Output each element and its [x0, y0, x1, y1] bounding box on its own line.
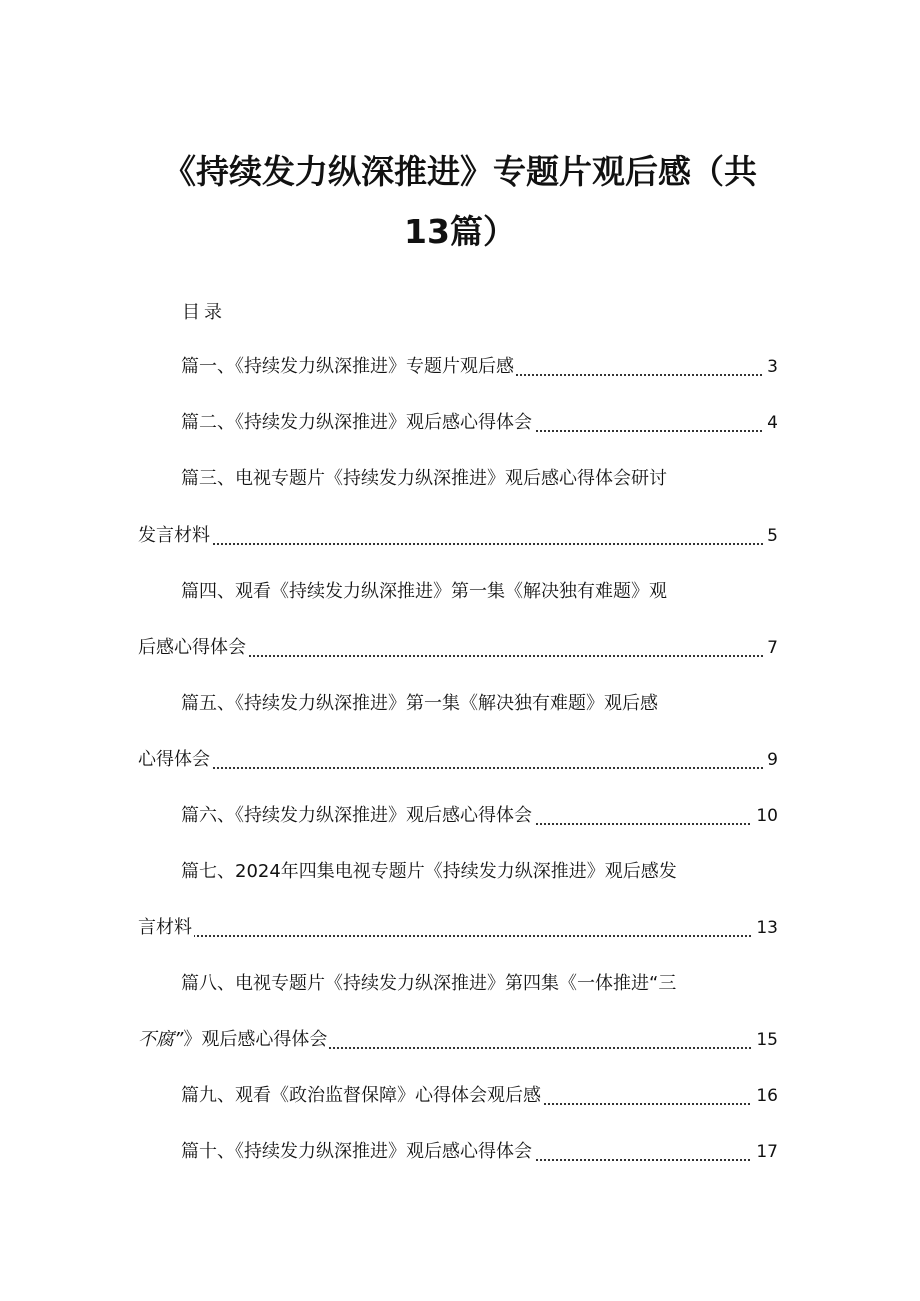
- toc-entry-label: 篇八、电视专题片《持续发力纵深推进》第四集《一体推进“三: [181, 969, 678, 999]
- toc-entry-label-continued: 心得体会: [138, 745, 212, 775]
- toc-entry-label-continued: 言材料: [138, 913, 194, 943]
- toc-entry-1[interactable]: [181, 352, 778, 382]
- document-title-line-1: 《持续发力纵深推进》专题片观后感（共: [163, 152, 757, 191]
- toc-entry-label: 篇六、《持续发力纵深推进》观后感心得体会: [181, 801, 534, 831]
- document-title-line-2: 13篇）: [404, 212, 516, 251]
- toc-entry-page: 16: [752, 1081, 778, 1111]
- toc-entry-4-line-1[interactable]: [181, 577, 778, 607]
- toc-entry-8-line-2[interactable]: [138, 1025, 778, 1055]
- toc-entry-page: 13: [752, 913, 778, 943]
- toc-entry-page: 17: [752, 1137, 778, 1167]
- toc-entry-label: 篇四、观看《持续发力纵深推进》第一集《解决独有难题》观: [181, 577, 669, 607]
- toc-entry-5-line-2[interactable]: [138, 745, 778, 775]
- toc-entry-4-line-2[interactable]: [138, 633, 778, 663]
- toc-entry-page: 10: [752, 801, 778, 831]
- toc-entry-page: 9: [763, 745, 778, 775]
- toc-entry-9[interactable]: [181, 1081, 778, 1111]
- toc-heading: 目录: [182, 302, 226, 323]
- toc-entry-label: 篇七、2024年四集电视专题片《持续发力纵深推进》观后感发: [181, 857, 679, 887]
- toc-entry-page: 4: [763, 408, 778, 438]
- toc-entry-label-tail: 》观后感心得体会: [183, 1029, 328, 1050]
- toc-entry-7-line-1[interactable]: [181, 857, 778, 887]
- toc-entry-page: 5: [763, 521, 778, 551]
- toc-entry-page: 3: [763, 352, 778, 382]
- toc-entry-6[interactable]: [181, 801, 778, 831]
- toc-entry-7-line-2[interactable]: [138, 913, 778, 943]
- toc-entry-label-continued: 后感心得体会: [138, 633, 248, 663]
- toc-entry-label: 篇九、观看《政治监督保障》心得体会观后感: [181, 1081, 543, 1111]
- toc-entry-label: 篇五、《持续发力纵深推进》第一集《解决独有难题》观后感: [181, 689, 660, 719]
- toc-entry-label: 篇三、电视专题片《持续发力纵深推进》观后感心得体会研讨: [181, 464, 669, 494]
- toc-entry-label: 篇十、《持续发力纵深推进》观后感心得体会: [181, 1137, 534, 1167]
- toc-entry-2[interactable]: [181, 408, 778, 438]
- toc-entry-5-line-1[interactable]: [181, 689, 778, 719]
- toc-entry-label: 篇一、《持续发力纵深推进》专题片观后感: [181, 352, 516, 382]
- toc-entry-label-continued: 发言材料: [138, 521, 212, 551]
- toc-entry-3-line-2[interactable]: [138, 521, 778, 551]
- toc-entry-10[interactable]: [181, 1137, 778, 1167]
- toc-entry-label: 篇二、《持续发力纵深推进》观后感心得体会: [181, 408, 534, 438]
- toc-entry-italic-text: 不腐”: [138, 1029, 184, 1050]
- toc-entry-page: 15: [752, 1025, 778, 1055]
- toc-entry-label-continued: [138, 1025, 329, 1055]
- toc-entry-page: 7: [763, 633, 778, 663]
- toc-entry-3-line-1[interactable]: [181, 464, 778, 494]
- toc-entry-8-line-1[interactable]: [181, 969, 778, 999]
